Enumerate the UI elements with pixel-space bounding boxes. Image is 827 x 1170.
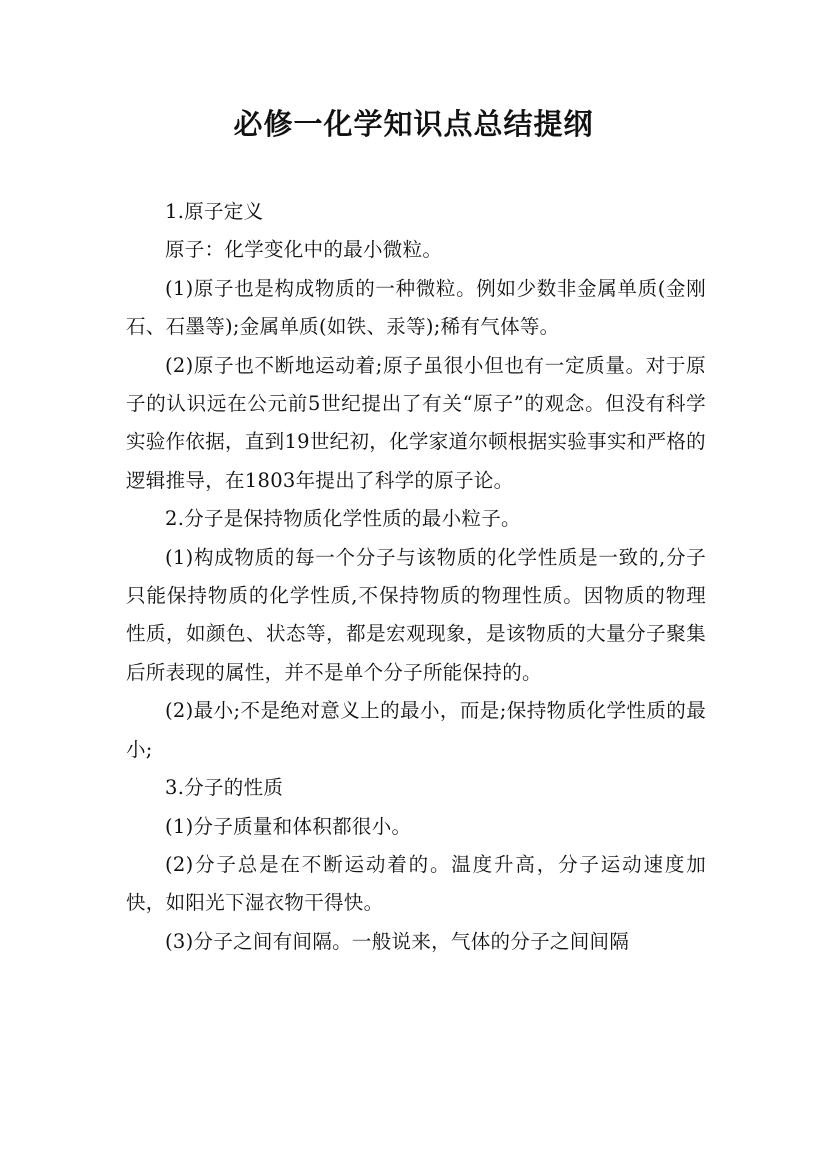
section-heading-molecule: 2.分子是保持物质化学性质的最小粒子。 (165, 507, 521, 531)
paragraph-atom-definition: 原子：化学变化中的最小微粒。 (165, 238, 443, 262)
paragraph-atom-point-2: (2)原子也不断地运动着;原子虽很小但也有一定质量。对于原子的认识远在公元前5世纪提出了有关“原子”的观念。但没有科学实验作依据，直到19世纪初，化学家道尔顿根据实验事实和严格的逻辑推导，在1803年提出了科学的原子论。 (126, 353, 706, 492)
paragraph-property-1: (1)分子质量和体积都很小。 (165, 814, 412, 838)
paragraph-molecule-point-1: (1)构成物质的每一个分子与该物质的化学性质是一致的,分子只能保持物质的化学性质,不保持物质的物理性质。因物质的物理性质，如颜色、状态等，都是宏观现象，是该物质的大量分子聚集后所表现的属性，并不是单个分子所能保持的。 (126, 545, 706, 684)
paragraph-property-2: (2)分子总是在不断运动着的。温度升高，分子运动速度加快，如阳光下湿衣物干得快。 (126, 852, 706, 915)
section-heading-molecule-properties: 3.分子的性质 (165, 776, 284, 800)
section-heading-atom-definition: 1.原子定义 (165, 200, 264, 223)
paragraph-property-3: (3)分子之间有间隔。一般说来，气体的分子之间间隔 (165, 929, 630, 953)
paragraph-molecule-point-2: (2)最小;不是绝对意义上的最小，而是;保持物质化学性质的最小; (126, 699, 706, 761)
document-title: 必修一化学知识点总结提纲 (233, 107, 594, 141)
document-body (126, 193, 706, 961)
paragraph-atom-point-1: (1)原子也是构成物质的一种微粒。例如少数非金属单质(金刚石、石墨等);金属单质(如铁、汞等);稀有气体等。 (126, 276, 706, 339)
